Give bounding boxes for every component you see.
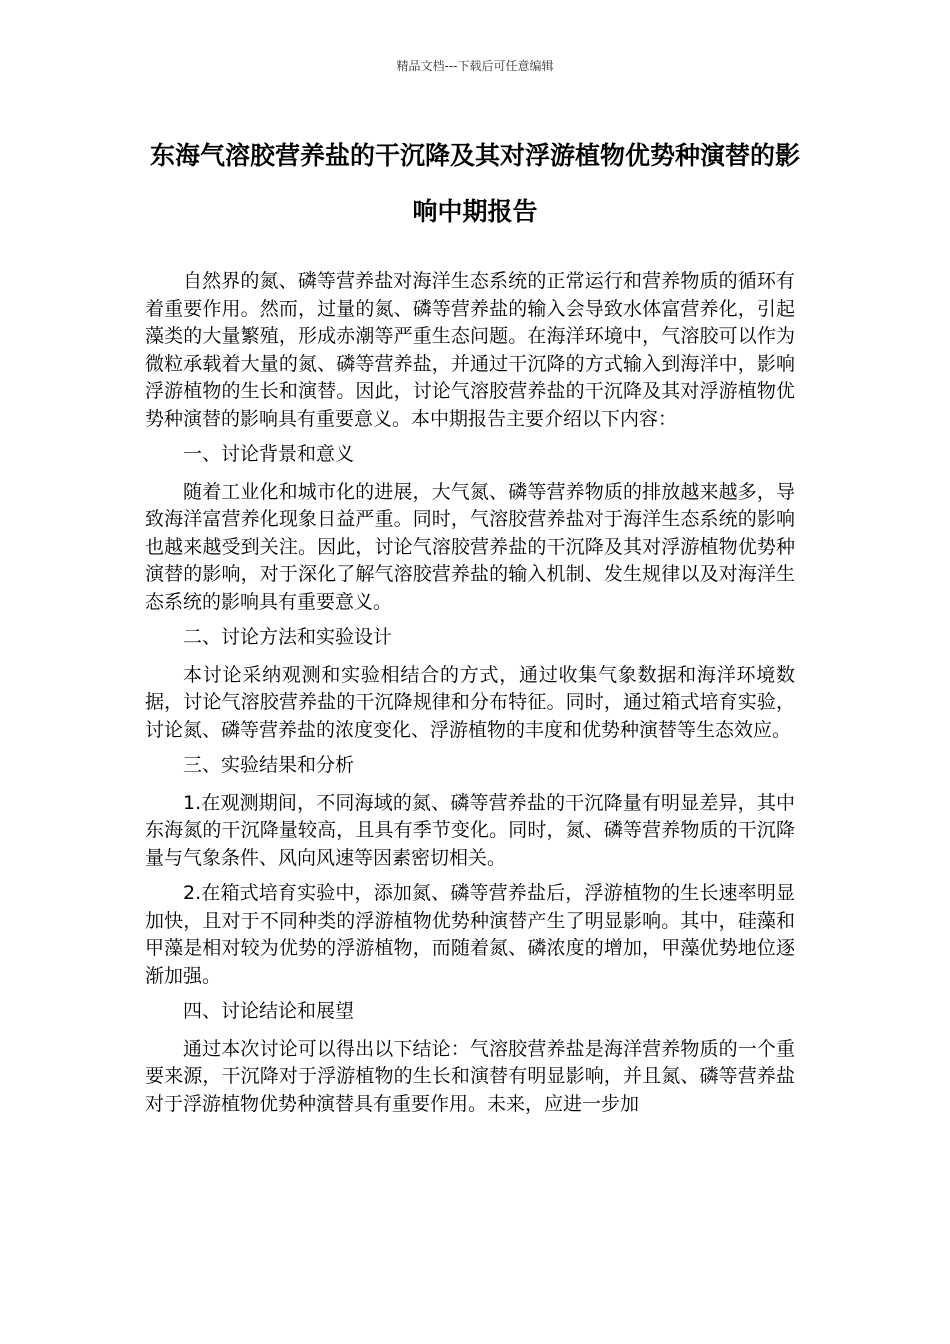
document-body xyxy=(145,268,795,1126)
section-methods xyxy=(145,624,795,744)
section-paragraph: 2.在箱式培育实验中，添加氮、磷等营养盐后，浮游植物的生长速率明显加快，且对于不同种类的浮游植物优势种演替产生了明显影响。其中，硅藻和甲藻是相对较为优势的浮游植物，而随着氮、磷浓度的增加，甲藻优势地位逐渐加强。 xyxy=(145,882,795,987)
section-background xyxy=(145,441,795,616)
section-heading: 二、讨论方法和实验设计 xyxy=(183,626,393,648)
intro-paragraph: 自然界的氮、磷等营养盐对海洋生态系统的正常运行和营养物质的循环有着重要作用。然而，过量的氮、磷等营养盐的输入会导致水体富营养化，引起藻类的大量繁殖，形成赤潮等严重生态问题。在海洋环境中，气溶胶可以作为微粒承载着大量的氮、磷等营养盐，并通过干沉降的方式输入到海洋中，影响浮游植物的生长和演替。因此，讨论气溶胶营养盐的干沉降及其对浮游植物优势种演替的影响具有重要意义。本中期报告主要介绍以下内容： xyxy=(145,270,795,430)
section-paragraph: 本讨论采纳观测和实验相结合的方式，通过收集气象数据和海洋环境数据，讨论气溶胶营养盐的干沉降规律和分布特征。同时，通过箱式培育实验，讨论氮、磷等营养盐的浓度变化、浮游植物的丰度和优势种演替等生态效应。 xyxy=(145,663,795,741)
section-heading: 三、实验结果和分析 xyxy=(183,754,355,776)
section-heading: 四、讨论结论和展望 xyxy=(183,1000,355,1022)
header-note: 精品文档---下载后可任意编辑 xyxy=(396,59,554,73)
section-heading: 一、讨论背景和意义 xyxy=(183,443,355,465)
section-paragraph: 1.在观测期间，不同海域的氮、磷等营养盐的干沉降量有明显差异，其中东海氮的干沉降量较高，且具有季节变化。同时，氮、磷等营养物质的干沉降量与气象条件、风向风速等因素密切相关。 xyxy=(145,791,795,869)
section-results xyxy=(145,752,795,990)
section-conclusion xyxy=(145,998,795,1118)
document-title: 东海气溶胶营养盐的干沉降及其对浮游植物优势种演替的影响中期报告 xyxy=(149,141,800,226)
section-paragraph: 通过本次讨论可以得出以下结论：气溶胶营养盐是海洋营养物质的一个重要来源，干沉降对于浮游植物的生长和演替有明显影响，并且氮、磷等营养盐对于浮游植物优势种演替具有重要作用。未来，应进一步加 xyxy=(145,1037,795,1115)
section-paragraph: 随着工业化和城市化的进展，大气氮、磷等营养物质的排放越来越多，导致海洋富营养化现象日益严重。同时，气溶胶营养盐对于海洋生态系统的影响也越来越受到关注。因此，讨论气溶胶营养盐的干沉降及其对浮游植物优势种演替的影响，对于深化了解气溶胶营养盐的输入机制、发生规律以及对海洋生态系统的影响具有重要意义。 xyxy=(145,480,795,613)
